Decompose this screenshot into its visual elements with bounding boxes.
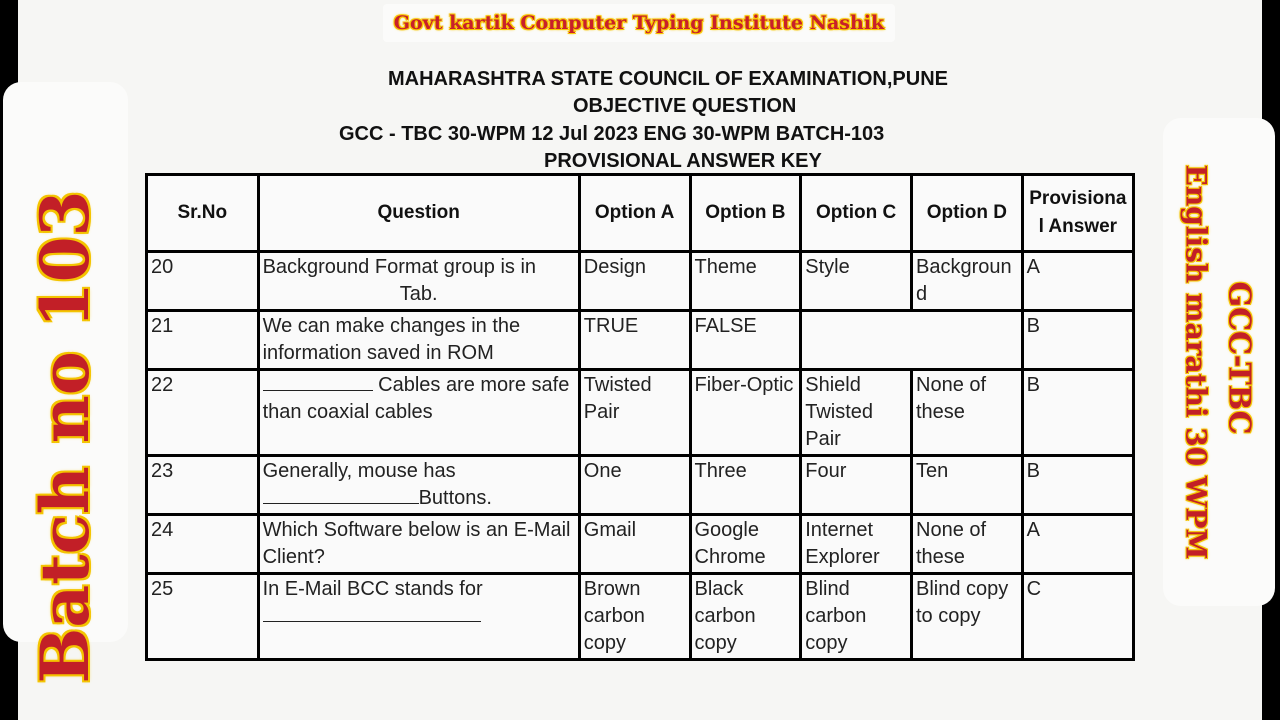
right-side-panel	[1163, 118, 1275, 606]
cell-question	[258, 370, 579, 456]
cell-answer: B	[1022, 456, 1133, 515]
fill-blank	[263, 372, 373, 391]
cell-option-d: Ten	[912, 456, 1023, 515]
cell-srno: 22	[147, 370, 259, 456]
cell-option-d: Blind copy to copy	[912, 574, 1023, 660]
cell-question	[258, 574, 579, 660]
cell-answer: B	[1022, 311, 1133, 370]
col-header-option-c: Option C	[801, 175, 912, 252]
cell-question: Which Software below is an E-Mail Client?	[258, 515, 579, 574]
cell-option-a: Twisted Pair	[579, 370, 690, 456]
header-objective: OBJECTIVE QUESTION	[573, 95, 797, 117]
cell-option-c: Four	[801, 456, 912, 515]
cell-answer: A	[1022, 515, 1133, 574]
institute-banner	[383, 4, 895, 42]
col-header-option-a: Option A	[579, 175, 690, 252]
cell-option-d: None of these	[912, 370, 1023, 456]
table-row	[147, 574, 1134, 660]
col-header-answer: Provisional Answer	[1022, 175, 1133, 252]
fill-blank	[263, 485, 419, 504]
course-code-text: GCC-TBC	[1221, 281, 1257, 435]
cell-answer: C	[1022, 574, 1133, 660]
fill-blank	[263, 603, 481, 622]
cell-option-c-d	[801, 311, 1022, 370]
cell-srno: 25	[147, 574, 259, 660]
cell-question	[258, 252, 579, 311]
cell-option-c: Shield Twisted Pair	[801, 370, 912, 456]
cell-srno: 24	[147, 515, 259, 574]
header-exam: GCC - TBC 30-WPM 12 Jul 2023 ENG 30-WPM BATCH-103	[339, 123, 885, 145]
cell-question	[258, 456, 579, 515]
cell-option-a: TRUE	[579, 311, 690, 370]
cell-srno: 21	[147, 311, 259, 370]
col-header-question: Question	[258, 175, 579, 252]
cell-question: We can make changes in the information saved in ROM	[258, 311, 579, 370]
cell-option-b: Three	[690, 456, 801, 515]
banner-text: Govt kartik Computer Typing Institute Nashik	[393, 12, 885, 34]
batch-number-text: Batch no 103	[26, 190, 104, 684]
cell-option-d: Background	[912, 252, 1023, 311]
course-details-text: English marathi 30 WPM	[1179, 164, 1213, 560]
cell-option-b: Theme	[690, 252, 801, 311]
question-text: Background Format group is in	[262, 256, 537, 278]
question-text-end: Buttons.	[418, 487, 492, 509]
question-text: Cables are more safe than coaxial cables	[262, 374, 570, 423]
cell-option-a: Design	[579, 252, 690, 311]
col-header-srno: Sr.No	[147, 175, 259, 252]
cell-option-b: Google Chrome	[690, 515, 801, 574]
cell-option-a: Gmail	[579, 515, 690, 574]
cell-option-b: Black carbon copy	[690, 574, 801, 660]
cell-option-a: Brown carbon copy	[579, 574, 690, 660]
col-header-option-d: Option D	[912, 175, 1023, 252]
cell-option-d: None of these	[912, 515, 1023, 574]
answer-key-table	[145, 173, 1135, 661]
table-row	[147, 370, 1134, 456]
cell-answer: A	[1022, 252, 1133, 311]
cell-option-b: FALSE	[690, 311, 801, 370]
question-text: In E-Mail BCC stands for	[262, 578, 483, 600]
header-answer-key: PROVISIONAL ANSWER KEY	[544, 150, 822, 172]
cell-option-c: Blind carbon copy	[801, 574, 912, 660]
col-header-option-b: Option B	[690, 175, 801, 252]
header-council: MAHARASHTRA STATE COUNCIL OF EXAMINATION,PUNE	[388, 68, 948, 90]
question-text: Generally, mouse has	[262, 460, 456, 482]
cell-option-c: Style	[801, 252, 912, 311]
cell-option-b: Fiber-Optic	[690, 370, 801, 456]
cell-option-c: Internet Explorer	[801, 515, 912, 574]
cell-option-a: One	[579, 456, 690, 515]
question-text-end: Tab.	[399, 283, 438, 305]
table-row	[147, 515, 1134, 574]
table-header-row	[147, 175, 1134, 252]
cell-srno: 20	[147, 252, 259, 311]
cell-answer: B	[1022, 370, 1133, 456]
table-row	[147, 311, 1134, 370]
table-row	[147, 252, 1134, 311]
table-row	[147, 456, 1134, 515]
left-side-panel	[3, 82, 128, 684]
cell-srno: 23	[147, 456, 259, 515]
